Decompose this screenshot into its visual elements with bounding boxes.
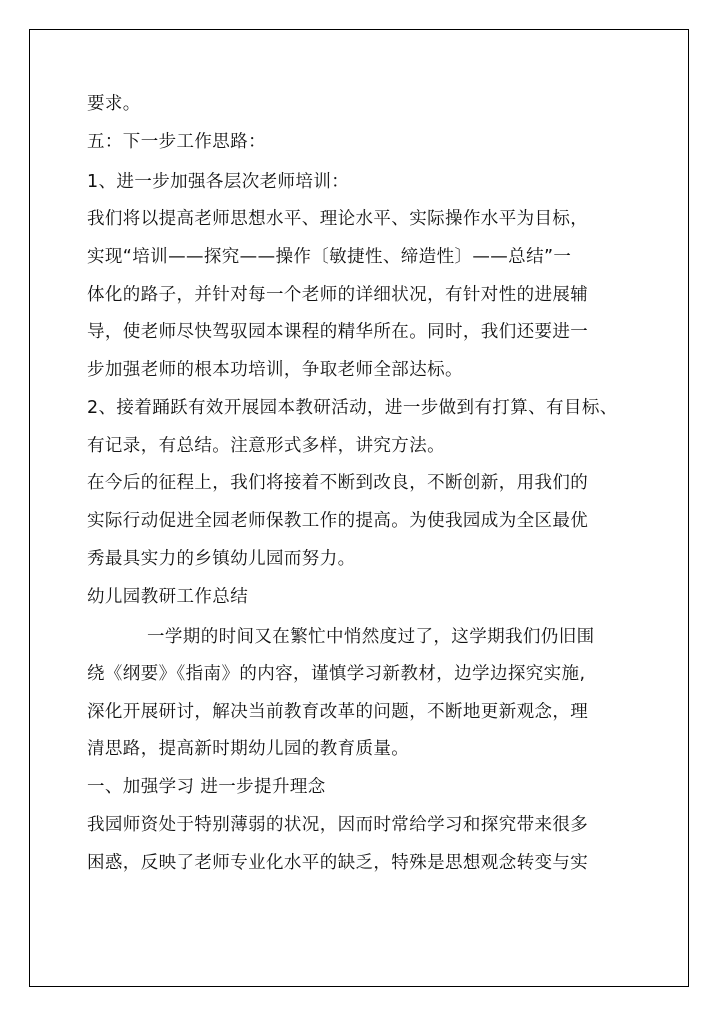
document-title: 幼儿园教研工作总结 — [87, 587, 249, 607]
text-line: 秀最具实力的乡镇幼儿园而努力。 — [87, 549, 356, 569]
text-line: 困惑，反映了老师专业化水平的缺乏，特殊是思想观念转变与实 — [87, 853, 589, 873]
subsection-heading: 2、接着踊跃有效开展园本教研活动，进一步做到有打算、有目标、 — [87, 398, 618, 418]
text-line: 实际行动促进全园老师保教工作的提高。为使我园成为全区最优 — [87, 511, 589, 531]
section-heading: 一、加强学习 进一步提升理念 — [87, 777, 326, 797]
text-line: 我们将以提高老师思想水平、理论水平、实际操作水平为目标， — [87, 209, 589, 229]
text-line: 要求。 — [87, 94, 141, 114]
text-line: 体化的路子，并针对每一个老师的详细状况，有针对性的进展辅 — [87, 285, 589, 305]
subsection-heading: 1、进一步加强各层次老师培训： — [87, 172, 350, 192]
text-line: 导，使老师尽快驾驭园本课程的精华所在。同时，我们还要进一 — [87, 322, 589, 342]
text-line: 步加强老师的根本功培训，争取老师全部达标。 — [87, 360, 463, 380]
text-line: 有记录，有总结。注意形式多样，讲究方法。 — [87, 436, 445, 456]
text-line: 绕《纲要》《指南》的内容，谨慎学习新教材，边学边探究实施, — [87, 664, 586, 684]
text-line: 在今后的征程上，我们将接着不断到改良，不断创新，用我们的 — [87, 473, 589, 493]
text-line: 深化开展研讨，解决当前教育改革的问题，不断地更新观念，理 — [87, 702, 589, 722]
paragraph-first-line: 一学期的时间又在繁忙中悄然度过了，这学期我们仍旧围 — [147, 627, 595, 647]
text-line: 清思路，提高新时期幼儿园的教育质量。 — [87, 739, 410, 759]
text-line: 实现“培训——探究——操作〔敏捷性、缔造性〕——总结”一 — [87, 247, 572, 267]
text-line: 我园师资处于特别薄弱的状况，因而时常给学习和探究带来很多 — [87, 815, 589, 835]
section-heading: 五：下一步工作思路： — [87, 132, 266, 152]
